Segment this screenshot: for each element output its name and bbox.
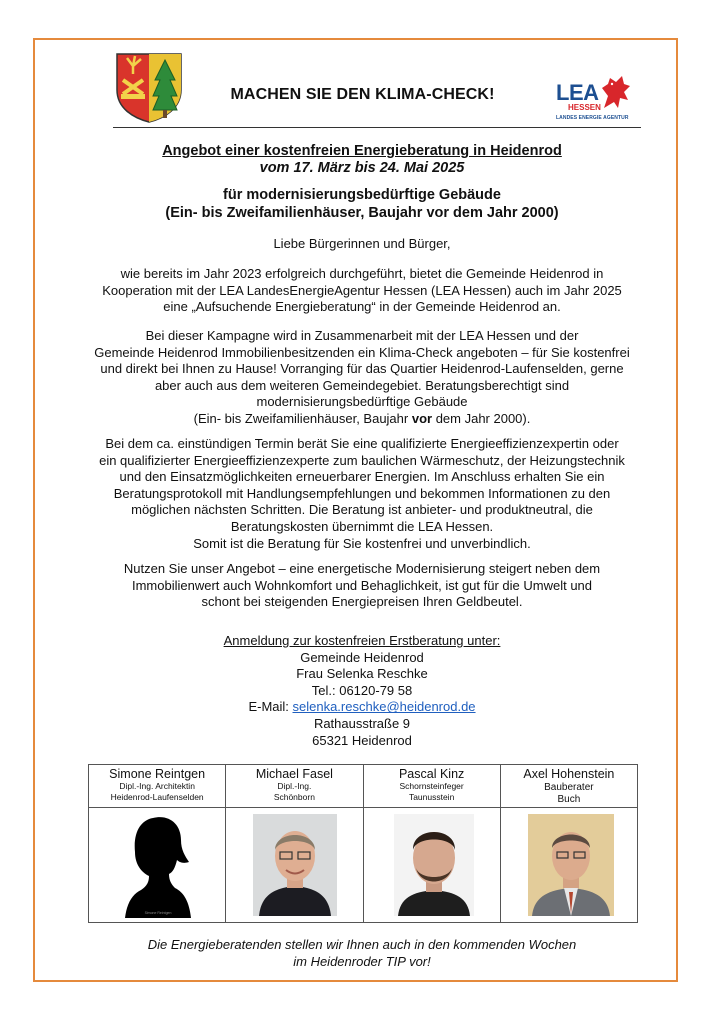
advisor-cell <box>226 765 363 808</box>
benefit-paragraph <box>40 561 684 611</box>
footer-line: Die Energieberatenden stellen wir Ihnen auch in den kommenden Wochen <box>147 937 577 952</box>
lea-logo-hessen: HESSEN <box>568 103 601 112</box>
heidenrod-coat-of-arms-icon <box>113 50 185 124</box>
advisor-location: Buch <box>557 794 581 805</box>
text-line: möglichen nächsten Schritten. Die Beratung ist anbieter- und produktneutral, die <box>131 502 593 518</box>
text-line: und direkt bei Ihnen zu Hause! Vorranging für das Quartier Heidenrod-Laufenselden, gerne <box>100 361 624 377</box>
advisor-photo <box>253 814 337 916</box>
emphasis-vor: vor <box>411 410 433 426</box>
text-line: aber auch aus dem weiteren Gemeindegebiet. Beratungsberechtigt sind <box>154 377 570 393</box>
advisor-cell <box>363 765 500 808</box>
advisor-name: Simone Reintgen <box>109 767 206 781</box>
advisor-photo-cell <box>89 808 226 923</box>
lea-logo-subtitle: LANDES ENERGIE AGENTUR <box>556 115 629 121</box>
text-line <box>40 411 684 428</box>
advisor-role: Dipl.-Ing. <box>277 781 312 791</box>
advisor-name: Axel Hohenstein <box>523 767 615 781</box>
email-label: E-Mail: <box>248 699 293 715</box>
lea-logo-text: LEA <box>556 80 599 105</box>
text-line: und den Einsatzmöglichkeiten erneuerbarer Energien. Im Anschluss erhalten Sie ein <box>119 469 605 485</box>
text-line: Nutzen Sie unser Angebot – eine energetische Modernisierung steigert neben dem <box>123 561 601 576</box>
text-line: Bei dieser Kampagne wird in Zusammenarbeit mit der LEA Hessen und der <box>145 328 579 343</box>
advisor-location: Schönborn <box>273 792 315 802</box>
greeting: Liebe Bürgerinnen und Bürger, <box>273 236 451 251</box>
advisor-cell <box>500 765 637 808</box>
text-fragment: (Ein- bis Zweifamilienhäuser, Baujahr <box>193 410 412 426</box>
advisor-photo-cell <box>226 808 363 923</box>
contact-heading: Anmeldung zur kostenfreien Erstberatung unter: <box>223 633 501 648</box>
text-line: wie bereits im Jahr 2023 erfolgreich durchgeführt, bietet die Gemeinde Heidenrod in <box>120 266 604 281</box>
advisor-photo <box>528 814 614 916</box>
contact-block <box>40 633 684 749</box>
text-line: Beratungskosten übernimmt die LEA Hessen. <box>230 518 494 534</box>
footer-line: im Heidenroder TIP vor! <box>293 953 431 969</box>
advisor-photo <box>394 814 474 916</box>
offer-target <box>40 186 684 222</box>
advisor-role: Dipl.-Ing. Architektin <box>119 781 195 791</box>
offer-dates: vom 17. März bis 24. Mai 2025 <box>259 160 465 176</box>
offer-target-line2: (Ein- bis Zweifamilienhäuser, Baujahr vor dem Jahr 2000) <box>165 205 559 221</box>
campaign-paragraph <box>40 328 684 428</box>
advisor-name: Michael Fasel <box>255 767 333 781</box>
advisors-table <box>88 764 638 923</box>
advisor-location: Taunusstein <box>408 792 455 802</box>
contact-phone: Tel.: 06120-79 58 <box>311 682 413 698</box>
text-line: ein qualifizierter Energieeffizienzexperte zum baulichen Wärmeschutz, der Heizungstechnik <box>99 452 625 468</box>
advisor-photo-cell <box>500 808 637 923</box>
advisor-location: Heidenrod-Laufenselden <box>110 792 204 802</box>
text-line: Immobilienwert auch Wohnkomfort und Behaglichkeit, ist gut für die Umwelt und <box>131 577 593 593</box>
text-line: Somit ist die Beratung für Sie kostenfrei und unverbindlich. <box>193 535 531 551</box>
contact-email-line <box>40 699 684 716</box>
advisor-photo-cell <box>363 808 500 923</box>
advisor-role: Bauberater <box>544 782 594 793</box>
text-line: Gemeinde Heidenrod Immobilienbesitzenden ein Klima-Check angeboten – für Sie kostenfrei <box>94 344 630 360</box>
offer-target-line1: für modernisierungsbedürftige Gebäude <box>223 187 501 203</box>
text-line: eine „Aufsuchende Energieberatung“ in der Gemeinde Heidenrod an. <box>163 299 561 315</box>
text-line: Bei dem ca. einstündigen Termin berät Sie eine qualifizierte Energieeffizienzexpertin oder <box>105 436 619 451</box>
contact-city: 65321 Heidenrod <box>312 732 412 748</box>
silhouette-photo <box>123 812 193 918</box>
text-line: modernisierungsbedürftige Gebäude <box>256 394 468 410</box>
header-divider <box>113 127 641 128</box>
advisor-role: Schornsteinfeger <box>399 781 464 791</box>
advisor-name: Pascal Kinz <box>398 767 465 781</box>
email-link[interactable]: selenka.reschke@heidenrod.de <box>292 699 476 715</box>
text-fragment: dem Jahr 2000). <box>432 410 531 426</box>
text-line: Beratungsprotokoll mit Handlungsempfehlungen und bekommen Informationen zu den <box>113 485 611 501</box>
page-title: MACHEN SIE DEN KLIMA-CHECK! <box>230 86 495 103</box>
silhouette-caption: Simone Reintgen <box>144 911 172 915</box>
contact-street: Rathausstraße 9 <box>313 715 411 731</box>
contact-org: Gemeinde Heidenrod <box>300 649 424 665</box>
text-line: schont bei steigenden Energiepreisen Ihren Geldbeutel. <box>201 594 523 610</box>
footer-note <box>40 937 684 970</box>
appointment-paragraph <box>40 436 684 552</box>
advisor-cell <box>89 765 226 808</box>
text-line: Kooperation mit der LEA LandesEnergieAgentur Hessen (LEA Hessen) auch im Jahr 2025 <box>102 282 622 298</box>
contact-person: Frau Selenka Reschke <box>296 666 428 682</box>
lion-icon <box>598 74 632 112</box>
offer-title: Angebot einer kostenfreien Energieberatung in Heidenrod <box>162 143 562 159</box>
intro-paragraph <box>40 266 684 316</box>
